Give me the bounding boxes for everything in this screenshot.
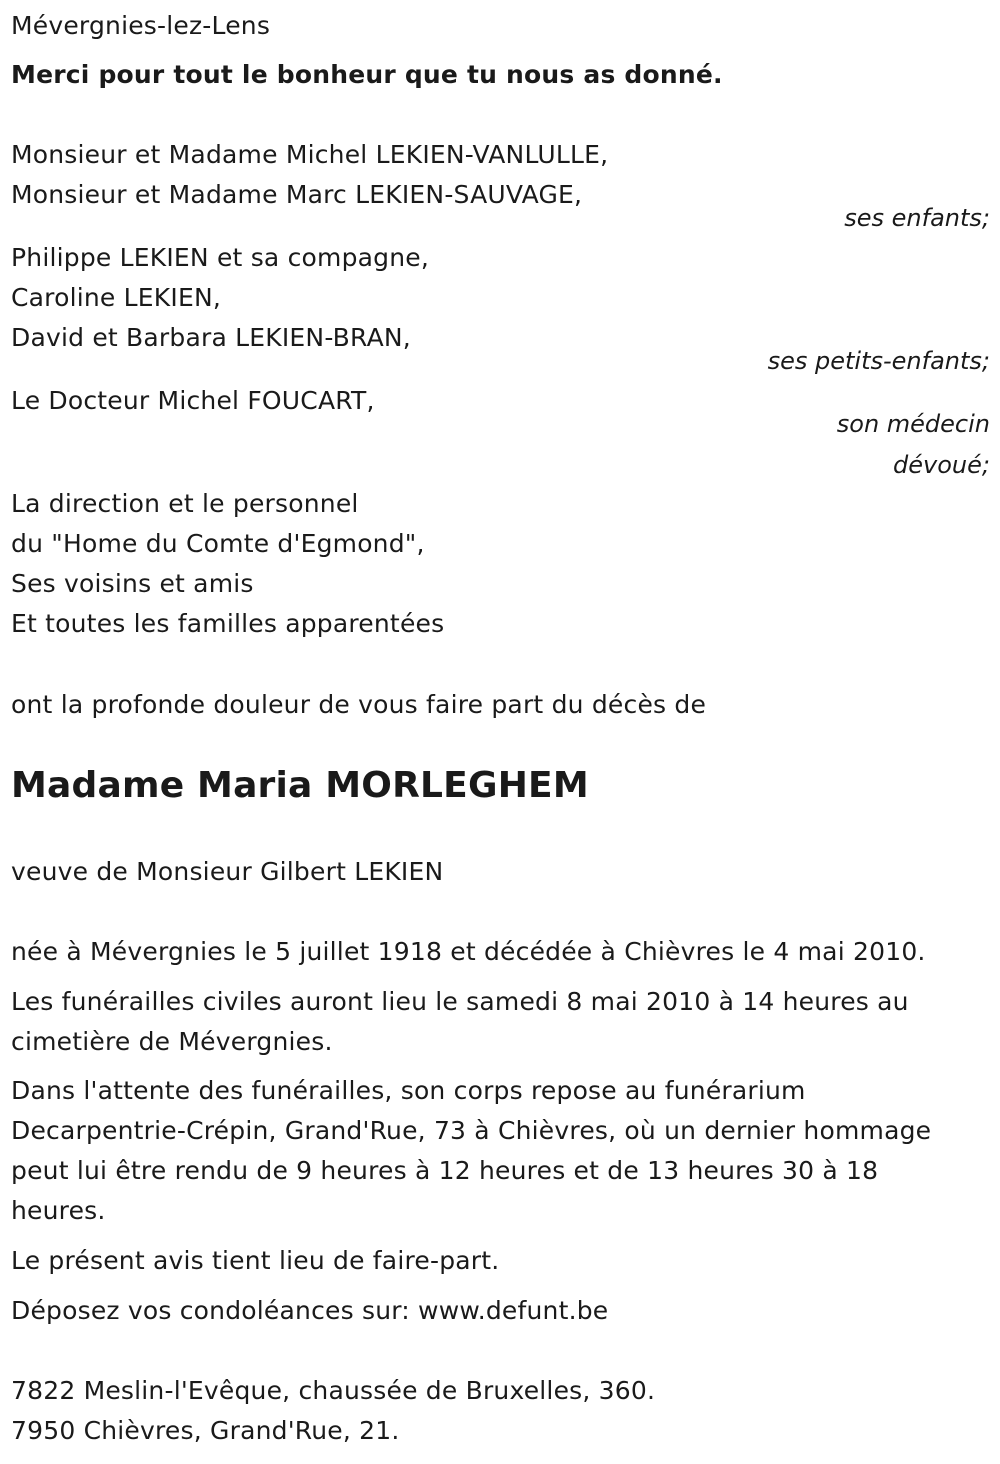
doctor-role-line2: dévoué; <box>893 451 990 479</box>
children-line: Monsieur et Madame Marc LEKIEN-SAUVAGE, <box>11 180 583 209</box>
notice: Le présent avis tient lieu de faire-part. <box>11 1246 500 1275</box>
doctor-role-line1: son médecin <box>836 410 990 438</box>
children-role: ses enfants; <box>844 204 990 232</box>
children-line: Monsieur et Madame Michel LEKIEN-VANLULLE, <box>11 140 609 169</box>
widow-of: veuve de Monsieur Gilbert LEKIEN <box>11 857 444 886</box>
others-line: Ses voisins et amis <box>11 569 254 598</box>
viewing-line: peut lui être rendu de 9 heures à 12 heures et de 13 heures 30 à 18 <box>11 1156 879 1185</box>
funeral-line: Les funérailles civiles auront lieu le samedi 8 mai 2010 à 14 heures au <box>11 987 909 1016</box>
grandchildren-line: Philippe LEKIEN et sa compagne, <box>11 243 430 272</box>
grandchildren-line: David et Barbara LEKIEN-BRAN, <box>11 323 411 352</box>
condolences: Déposez vos condoléances sur: www.defunt.be <box>11 1296 609 1325</box>
grandchildren-role: ses petits-enfants; <box>767 347 990 375</box>
address-line: 7950 Chièvres, Grand'Rue, 21. <box>11 1416 400 1445</box>
deceased-name: Madame Maria MORLEGHEM <box>11 765 589 806</box>
birth-death: née à Mévergnies le 5 juillet 1918 et décédée à Chièvres le 4 mai 2010. <box>11 937 926 966</box>
tagline: Merci pour tout le bonheur que tu nous as donné. <box>11 60 723 89</box>
viewing-line: Dans l'attente des funérailles, son corps repose au funérarium <box>11 1076 806 1105</box>
others-line: Et toutes les familles apparentées <box>11 609 445 638</box>
address-line: 7822 Meslin-l'Evêque, chaussée de Bruxelles, 360. <box>11 1376 656 1405</box>
grandchildren-line: Caroline LEKIEN, <box>11 283 221 312</box>
announcement: ont la profonde douleur de vous faire part du décès de <box>11 690 707 719</box>
viewing-line: heures. <box>11 1196 106 1225</box>
others-line: La direction et le personnel <box>11 489 359 518</box>
doctor-line: Le Docteur Michel FOUCART, <box>11 386 375 415</box>
others-line: du "Home du Comte d'Egmond", <box>11 529 425 558</box>
place-header: Mévergnies-lez-Lens <box>11 11 271 40</box>
funeral-line: cimetière de Mévergnies. <box>11 1027 333 1056</box>
viewing-line: Decarpentrie-Crépin, Grand'Rue, 73 à Chièvres, où un dernier hommage <box>11 1116 932 1145</box>
